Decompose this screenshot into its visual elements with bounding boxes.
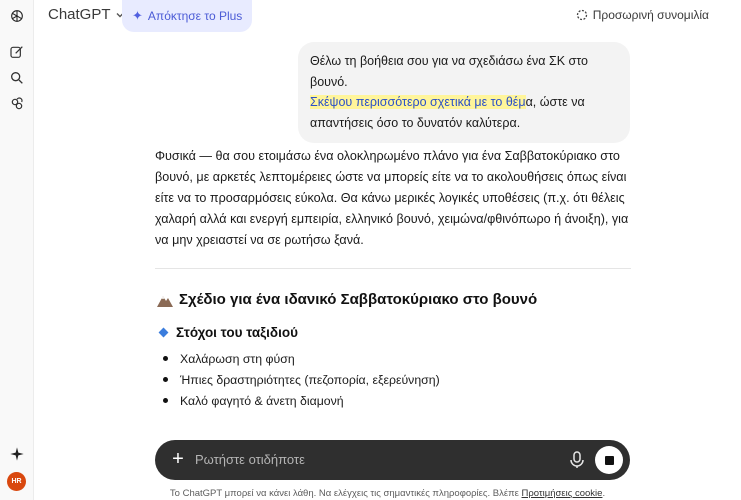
list-item — [163, 390, 440, 411]
highlighted-text: Σκέψου περισσότερο σχετικά με το θέμ — [310, 95, 526, 109]
message-composer[interactable] — [155, 440, 630, 480]
goals-list — [163, 348, 440, 411]
user-message-bubble — [298, 42, 630, 143]
avatar[interactable]: HR — [7, 472, 26, 491]
top-header — [34, 0, 741, 32]
blue-diamond-icon — [159, 328, 169, 338]
goals-subheading-text: Στόχοι του ταξιδιού — [176, 325, 298, 340]
disclaimer-text: Το ChatGPT μπορεί να κάνει λάθη. Να ελέγχεις τις σημαντικές πληροφορίες. Βλέπε — [169, 488, 522, 499]
get-plus-label: Απόκτησε το Plus — [147, 9, 243, 23]
bullet-icon — [163, 398, 168, 403]
plan-heading — [157, 291, 537, 308]
user-message-text-end: α, ώστε να απαντήσεις όσο το δυνατόν καλύτερα. — [310, 95, 585, 130]
bullet-icon — [163, 356, 168, 361]
divider — [155, 268, 631, 269]
composer-input[interactable]: Ρωτήστε οτιδήποτε — [195, 452, 305, 467]
bullet-icon — [163, 377, 168, 382]
mountain-icon — [157, 293, 173, 307]
list-item-text: Καλό φαγητό & άνετη διαμονή — [180, 393, 344, 408]
goals-subheading — [160, 325, 298, 340]
assistant-intro: Φυσικά — θα σου ετοιμάσω ένα ολοκληρωμένο πλάνο για ένα Σαββατοκύριακο στο βουνό, με αρκετές λεπτομέρειες ώστε να μπορείς είτε να το ακολουθήσεις όπως είναι είτε να το προσαρμόσεις εύκολα. Θα κάνω μερικές λογικές υποθέσεις (π.χ. ότι θέλεις χαλαρή αλλά και ενεργή εμπειρία, ελληνικό βουνό, χειμώνα/φθινόπωρο ή άνοιξη), για να μην χρειαστεί να σε ρωτήσω ξανά. — [155, 149, 629, 247]
temporary-chat-button[interactable] — [576, 8, 709, 22]
search-icon[interactable] — [6, 67, 28, 89]
sparkle-icon: ✦ — [132, 8, 143, 23]
model-name: ChatGPT — [48, 6, 111, 23]
footer-disclaimer — [0, 488, 741, 499]
user-message-text: Θέλω τη βοήθεια σου για να σχεδιάσω ένα ΣΚ στο βουνό. — [310, 54, 588, 89]
cookie-preferences-link[interactable]: Προτιμήσεις cookie — [521, 488, 603, 499]
dashed-circle-icon — [576, 9, 588, 21]
list-item-text: Ήπιες δραστηριότητες (πεζοπορία, εξερεύνηση) — [180, 372, 440, 387]
openai-logo-icon[interactable] — [6, 5, 28, 27]
stop-icon — [605, 456, 614, 465]
new-chat-icon[interactable] — [6, 41, 28, 63]
microphone-icon[interactable] — [569, 451, 585, 469]
model-selector[interactable] — [48, 6, 125, 23]
add-attachment-button[interactable]: + — [172, 448, 184, 470]
list-item — [163, 369, 440, 390]
plan-heading-text: Σχέδιο για ένα ιδανικό Σαββατοκύριακο στο βουνό — [179, 291, 538, 308]
gpts-icon[interactable] — [6, 93, 28, 115]
stop-generating-button[interactable] — [595, 446, 623, 474]
disclaimer-end: . — [602, 488, 606, 499]
sidebar-rail — [0, 0, 34, 500]
sparkle-icon[interactable] — [6, 443, 28, 465]
temporary-chat-label: Προσωρινή συνομιλία — [592, 8, 709, 22]
get-plus-button[interactable] — [122, 0, 252, 32]
list-item — [163, 348, 440, 369]
list-item-text: Χαλάρωση στη φύση — [180, 351, 295, 366]
